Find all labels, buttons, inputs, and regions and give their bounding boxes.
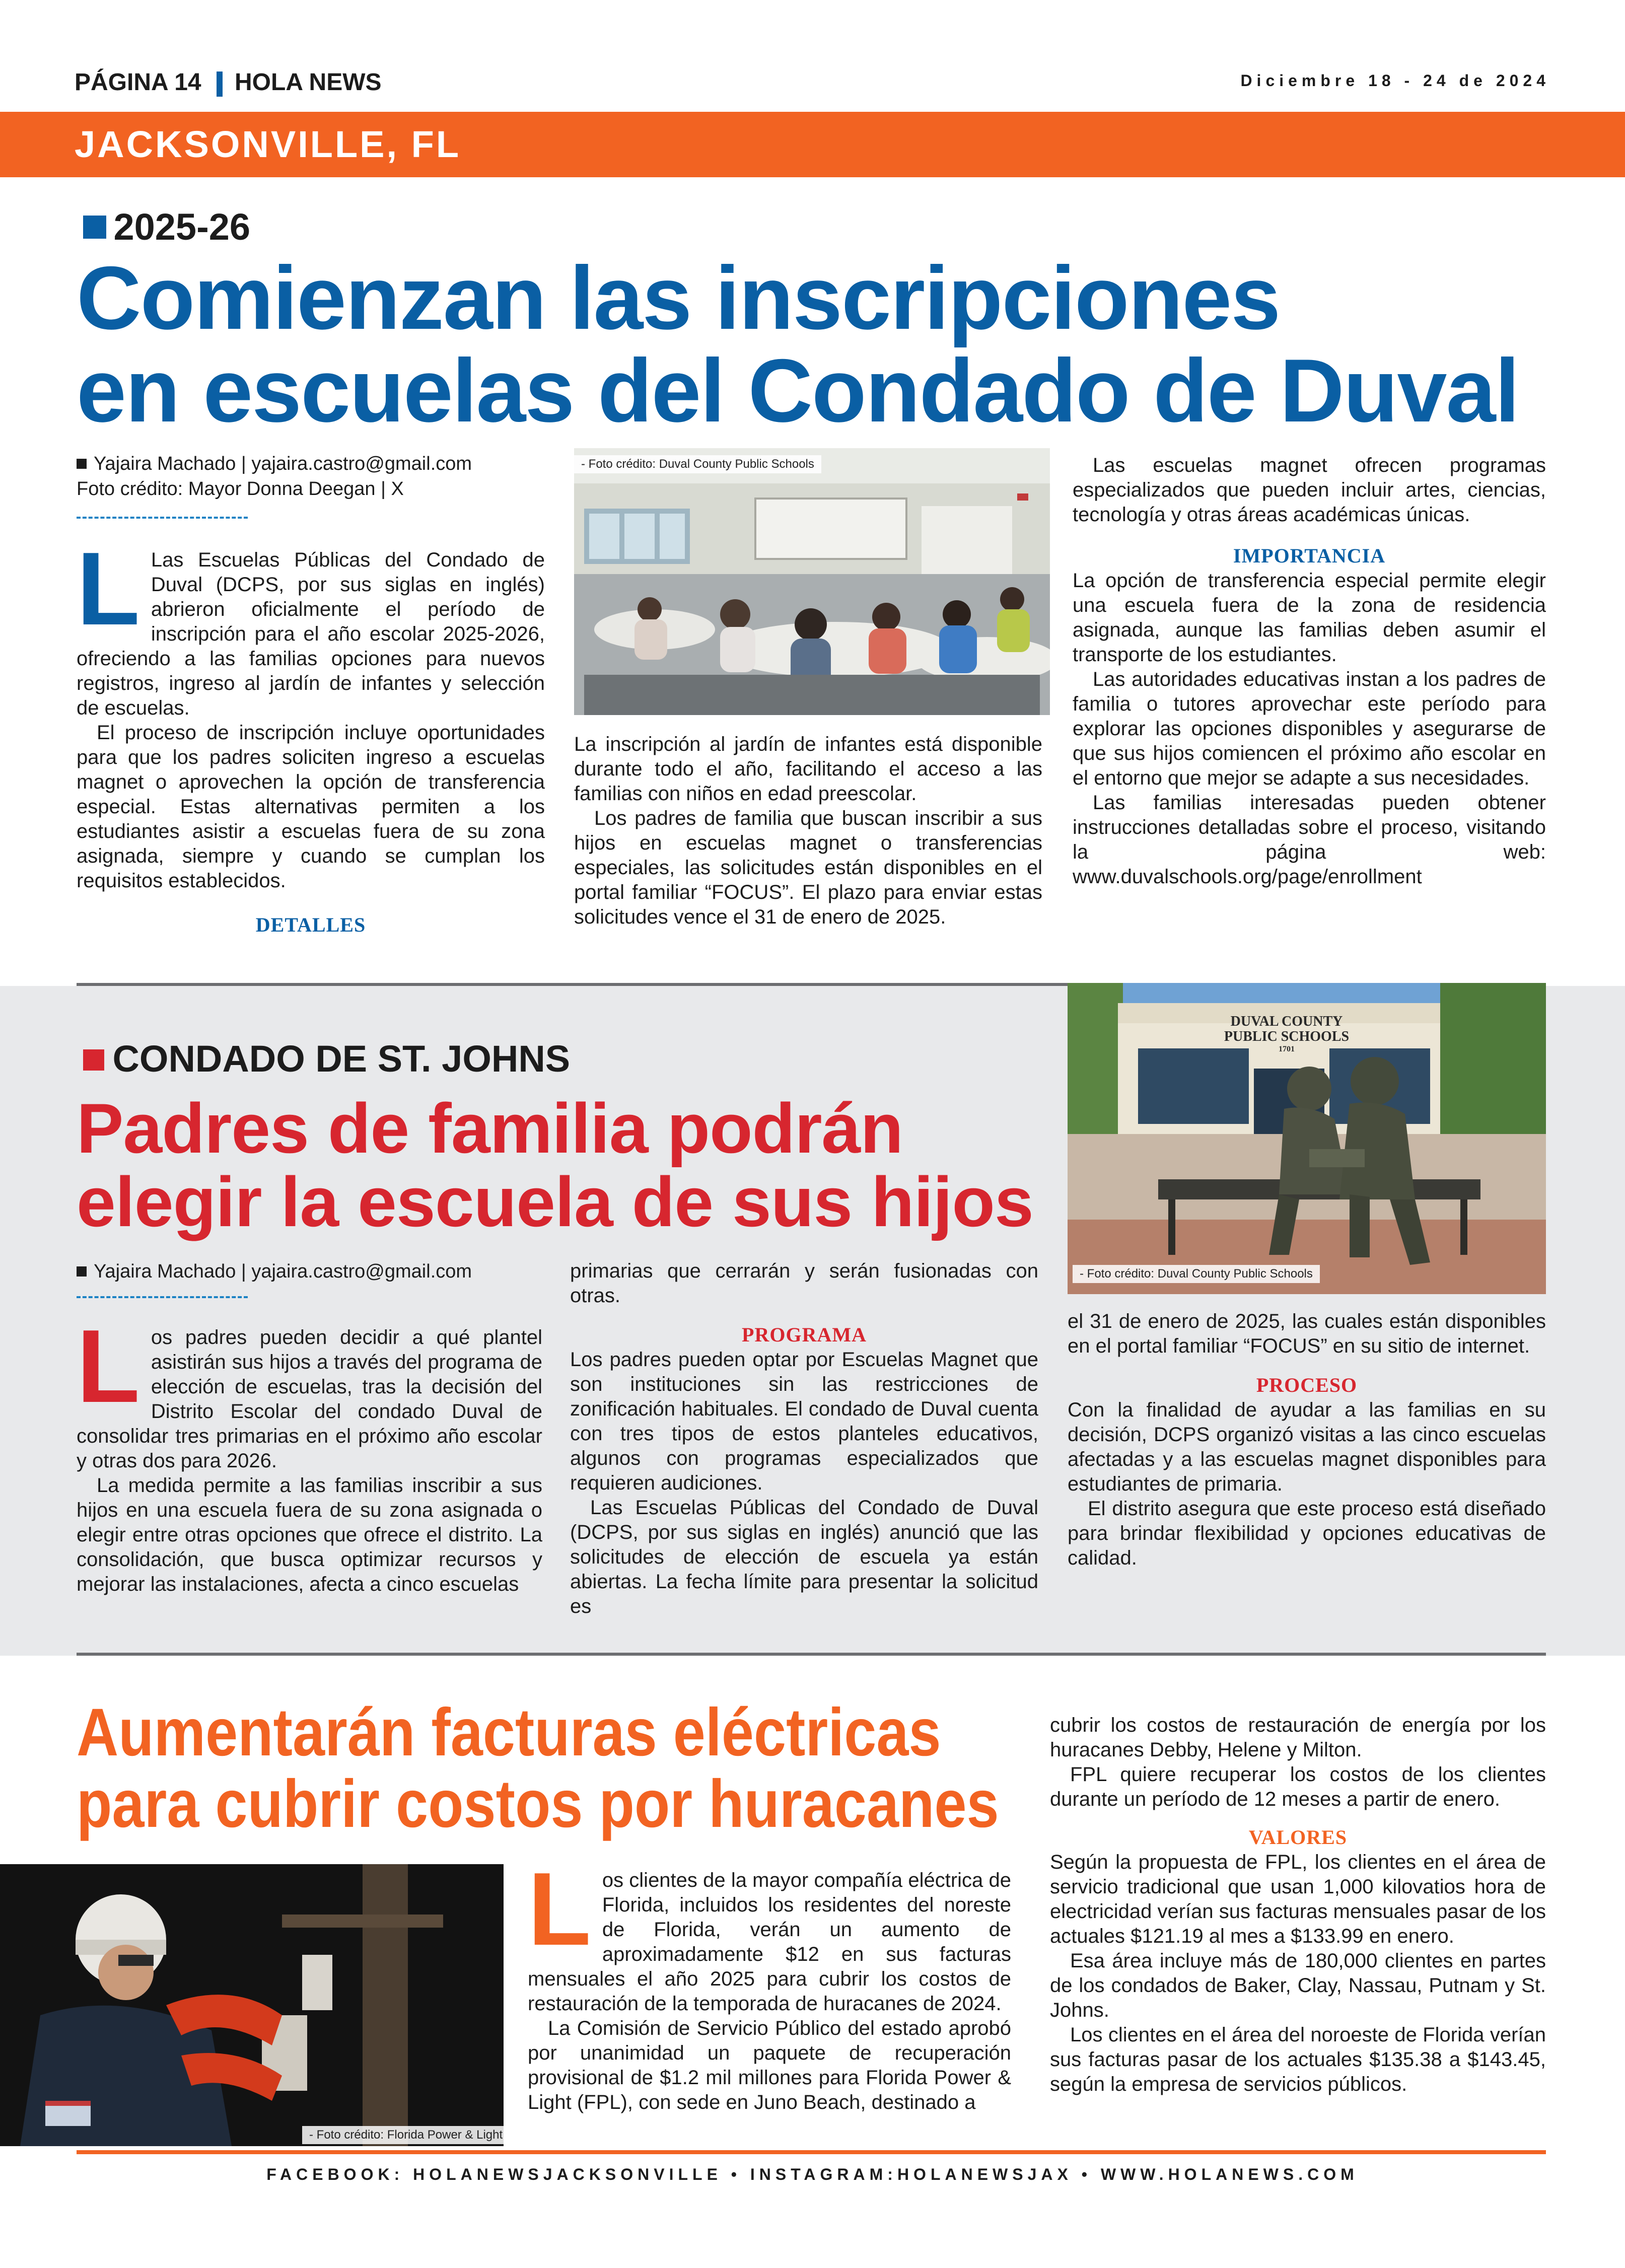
article1-col3-text [1073,453,1546,889]
paragraph: El distrito asegura que este proceso está diseñado para brindar flexibilidad y opciones educativas de calidad. [1068,1498,1546,1569]
article3-col3-text [1050,1713,1546,2097]
headline-line-1: Padres de familia podrán [77,1089,903,1168]
byline-square [77,459,87,469]
paragraph: Los padres de familia que buscan inscribir a sus hijos en escuelas magnet o transferencias especiales, las solicitudes están disponibles en el portal familiar “FOCUS”. El plazo para enviar estas solicitudes vence el 31 de enero de 2025. [574,807,1042,928]
paragraph: La inscripción al jardín de infantes está disponible durante todo el año, facilitando el acceso a las familias con niños en edad preescolar. [574,733,1042,805]
headline-line-2: elegir la escuela de sus hijos [77,1162,1033,1241]
footer-rule [77,2150,1546,2154]
dropcap: L [77,1308,140,1424]
article2-col3-text [1068,1309,1546,1571]
paragraph: Los padres pueden optar por Escuelas Magnet que son instituciones sin las restricciones de zonificación habituales. El condado de Duval cuenta con tres tipos de estos planteles educativos, algunos con programas especializados que requieren audiciones. [570,1349,1038,1494]
subhead-detalles: DETALLES [255,913,366,936]
paragraph: Las Escuelas Públicas del Condado de Duval (DCPS, por sus siglas en inglés) abrieron oficialmente el período de inscripción para el año escolar 2025-2026, ofreciendo a las familias opciones para nuevos registros, ingreso al jardín de infantes y selección de escuelas. [77,549,545,719]
article2-headline [77,1089,1084,1241]
paragraph: Con la finalidad de ayudar a las familias en su decisión, DCPS organizó visitas a las cinco escuelas afectadas y a las escuelas magnet disponibles para estudiantes de primaria. [1068,1399,1546,1495]
article3-col2-text [528,1851,1011,2115]
byline-divider [77,517,248,519]
article1-col1 [77,451,545,938]
article2-bottom-rule [77,1653,1546,1656]
headline-line-2: en escuelas del Condado de Duval [77,340,1519,441]
page-header [75,65,1550,101]
header-separator [217,72,223,97]
section-banner [0,112,1625,177]
photo-credit-tag: - Foto crédito: Florida Power & Light [302,2126,504,2144]
byline [77,1259,542,1284]
photo-credit-line: Foto crédito: Mayor Donna Deegan | X [77,478,404,500]
paragraph: os padres pueden decidir a qué plantel asistirán sus hijos a través del programa de elección de escuelas, tras la decisión del Distrito Escolar del condado Duval de consolidar tres primarias en el próximo año escolar y otras dos para 2026. [77,1326,542,1472]
article2-col2-text [570,1259,1038,1619]
subhead-importancia: IMPORTANCIA [1233,544,1386,567]
paragraph: cubrir los costos de restauración de energía por los huracanes Debby, Helene y Milton. [1050,1714,1546,1761]
classroom-illustration [574,448,1050,715]
headline-line-2: para cubrir costos por huracanes [77,1766,999,1841]
paragraph: El proceso de inscripción incluye oportunidades para que los padres soliciten ingreso a escuelas magnet o aprovechen la opción de transferencia especial. Estas alternativas permiten a los estudiantes asistir a escuelas fuera de su zona asignada, siempre y cuando se cumplan los requisitos establecidos. [77,722,545,892]
school-sign [1224,1014,1350,1054]
headline-line-1: Comienzan las inscripciones [77,248,1280,348]
headline-line-1: Aumentarán facturas eléctricas [77,1695,941,1770]
section-title: JACKSONVILLE, FL [75,123,461,165]
subhead-programa: PROGRAMA [742,1323,867,1346]
byline-divider [77,1296,248,1298]
dropcap: L [528,1851,591,1967]
paragraph: FPL quiere recuperar los costos de los clientes durante un período de 12 meses a partir de enero. [1050,1763,1546,1810]
subhead-valores: VALORES [1248,1826,1348,1849]
subhead-proceso: PROCESO [1256,1374,1358,1396]
dropcap: L [77,531,140,647]
issue-date: Diciembre 18 - 24 de 2024 [1240,72,1550,90]
article1-headline [77,248,1562,441]
paragraph: Según la propuesta de FPL, los clientes en el área de servicio tradicional que usan 1,000 kilovatios hora de electricidad verían sus facturas mensuales pasar de los actuales $121.19 al mes a $133.99 en enero. [1050,1851,1546,1947]
article2-col1-text [77,1308,542,1597]
sign-line-1: DUVAL COUNTY [1230,1014,1343,1029]
school-statue-photo [1068,983,1546,1294]
photo-credit-tag: - Foto crédito: Duval County Public Schools [574,455,821,473]
lineman-illustration [0,1864,504,2146]
paragraph: La medida permite a las familias inscribir a sus hijos en una escuela fuera de su zona asignada o elegir entre otras opciones que ofrece el distrito. La consolidación, que busca optimizar recursos y mejorar las instalaciones, afecta a cinco escuelas [77,1474,542,1595]
sign-line-2: PUBLIC SCHOOLS [1224,1029,1350,1044]
article1-col1-text [77,531,545,893]
paragraph: Las familias interesadas pueden obtener instrucciones detalladas sobre el proceso, visitando la página web: www.duvalschools.org/page/enrollment [1073,792,1546,888]
article2-kicker [83,1037,570,1080]
paragraph: Las escuelas magnet ofrecen programas especializados que pueden incluir artes, ciencias, tecnología y otras áreas académicas únicas. [1073,454,1546,526]
paragraph: el 31 de enero de 2025, las cuales están disponibles en el portal familiar “FOCUS” en su sitio de internet. [1068,1310,1546,1357]
byline-text: Yajaira Machado | yajaira.castro@gmail.com [94,453,472,474]
paragraph: Los clientes en el área del noroeste de Florida verían sus facturas pasar de los actuales $135.38 a $143.45, según la empresa de servicios públicos. [1050,2024,1546,2095]
article3-headline [77,1695,999,1841]
kicker-square [83,1049,104,1071]
article1-kicker [83,205,250,246]
paragraph: os clientes de la mayor compañía eléctrica de Florida, incluidos los residentes del noreste de Florida, verán un aumento de aproximadamente $12 en sus facturas mensuales el año 2025 para cubrir los costos de restauración de la temporada de huracanes de 2024. [528,1869,1011,2015]
classroom-photo [574,448,1050,715]
footer-social: FACEBOOK: HOLANEWSJACKSONVILLE • INSTAGRAM:HOLANEWSJAX • WWW.HOLANEWS.COM [266,2165,1359,2183]
sign-line-3: 1701 [1279,1045,1295,1053]
byline [77,451,545,476]
paragraph: Las autoridades educativas instan a los padres de familia o tutores aprovechar este período para explorar las opciones disponibles y asegurarse de que sus hijos comiencen el próximo año escolar en el entorno que mejor se adapte a sus necesidades. [1073,668,1546,789]
paragraph: Las Escuelas Públicas del Condado de Duval (DCPS, por sus siglas en inglés) anunció que las solicitudes de elección de escuela ya están abiertas. La fecha límite para presentar la solicitud es [570,1497,1038,1617]
byline-square [77,1266,87,1277]
article2-col1 [77,1259,542,1597]
publication-name: HOLA NEWS [235,69,382,96]
kicker-text: 2025-26 [113,206,251,248]
paragraph: La Comisión de Servicio Público del estado aprobó por unanimidad un paquete de recuperación provisional de $1.2 mil millones para Florida Power & Light (FPL), con sede en Juno Beach, destinado a [528,2017,1011,2113]
paragraph: La opción de transferencia especial permite elegir una escuela fuera de la zona de residencia asignada, aunque las familias deben asumir el transporte de los estudiantes. [1073,570,1546,666]
paragraph: Esa área incluye más de 180,000 clientes en partes de los condados de Baker, Clay, Nassau, Putnam y St. Johns. [1050,1950,1546,2021]
byline-text: Yajaira Machado | yajaira.castro@gmail.com [94,1261,472,1282]
article1-col2-text [574,732,1042,930]
kicker-text: CONDADO DE ST. JOHNS [112,1038,571,1080]
lineman-photo [0,1864,504,2146]
kicker-square [83,216,106,239]
photo-credit-tag: - Foto crédito: Duval County Public Schools [1073,1265,1320,1283]
page-number: PÁGINA 14 [75,69,201,96]
paragraph: primarias que cerrarán y serán fusionadas con otras. [570,1260,1038,1307]
